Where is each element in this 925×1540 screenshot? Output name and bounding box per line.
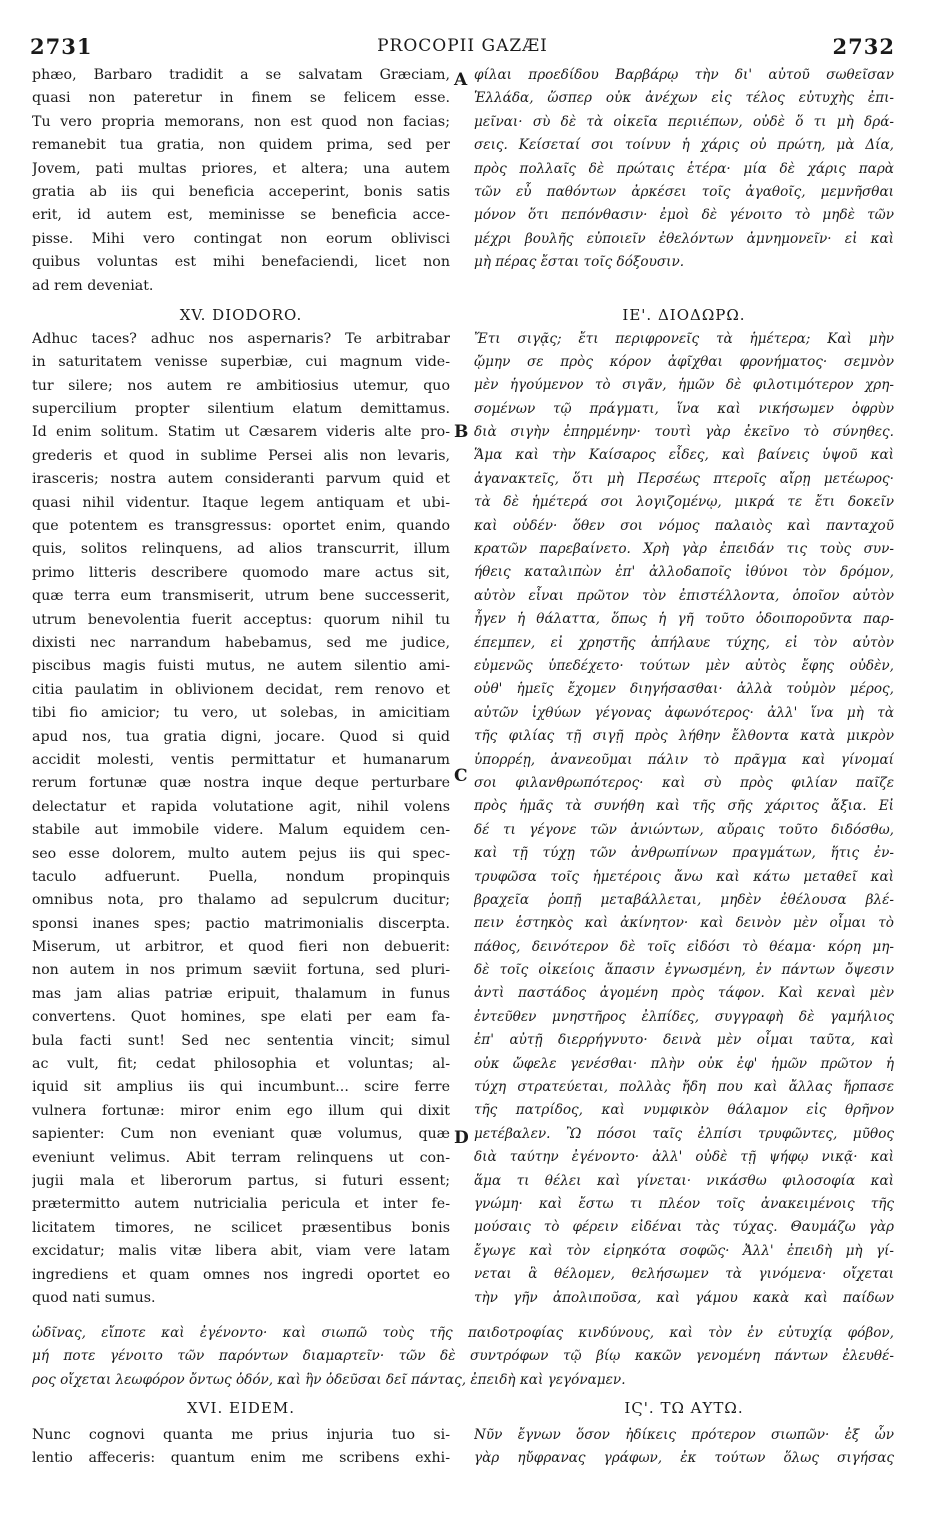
text-line: Nunc cognovi quanta me prius injuria tuo si- — [32, 1427, 450, 1443]
text-line: καὶ οὐδέν· ὅθεν σοι νόμος παλαιὸς καὶ πανταχοῦ — [474, 517, 894, 534]
text-line: Tu vero propria memorans, non est quod non facias; — [32, 113, 450, 130]
latin-heading-xvi: XVI. EIDEM. — [187, 1399, 295, 1417]
text-line: οὐθ' ἡμεῖς ἔχομεν διηγήσασθαι· ἀλλὰ τοὐμὸν μέρος, — [474, 681, 894, 698]
text-line: τὰ δὲ ἡμέτερά σοι λογιζομένῳ, μικρά τε ἔτι δοκεῖν — [474, 494, 894, 511]
text-line: τὴν γῆν ἀπολιποῦσα, καὶ γάμου κακὰ καὶ παίδων — [474, 1289, 894, 1306]
text-line: καὶ τῇ τύχῃ τῶν ἀνθρωπίνων πραγμάτων, ἥτις ἐν- — [474, 845, 894, 862]
text-line: erit, id autem est, meminisse se beneficia acce- — [32, 207, 450, 224]
text-line: πειν ἑστηκὸς καὶ ἀκίνητον· καὶ δεινὸν μὲν οἶμαι τὸ — [474, 915, 894, 932]
margin-marker-a: A — [454, 70, 468, 90]
text-line: ᾤμην σε πρὸς κόρον ἀφῖχθαι φρονήματος· σεμνὸν — [474, 353, 894, 370]
text-line: ac vult, fit; cedat philosophia et voluntas; al- — [32, 1056, 450, 1073]
text-line: citia paulatim in oblivionem decidat, rem renovo et — [32, 681, 450, 698]
text-line: ἀγανακτεῖς, ὅτι μὴ Περσέως πτεροῖς αἴρῃ μετέωρος· — [474, 470, 894, 487]
text-line: piscibus magis fuisti mutus, ne autem silentio ami- — [32, 658, 450, 675]
text-line: γνώμη· καὶ ἔστω τι πλέον τοῖς ἀνακειμένοις τῆς — [474, 1195, 894, 1212]
text-line: σοι φιλανθρωπότερος· καὶ σὺ πρὸς φιλίαν παῖζε — [474, 774, 894, 791]
text-line: τῆς φιλίας τῇ σιγῇ πρὸς λήθην ἔλθοντα κατὰ μικρὸν — [474, 728, 894, 745]
text-line: κρατῶν παρεβαίνετο. Χρὴ γὰρ ἐπειδάν τις τοὺς συν- — [474, 541, 894, 558]
text-line: Jovem, pati multas priores, et altera; una autem — [32, 160, 450, 177]
text-line: οὐκ ὤφελε γενέσθαι· πλὴν οὐκ ἐφ' ἡμῶν πρῶτον ἡ — [474, 1055, 894, 1072]
latin-letter-xv — [32, 328, 450, 1310]
text-line: Νῦν ἔγνων ὅσον ἠδίκεις πρότερον σιωπῶν· ἐξ ὧν — [474, 1427, 894, 1443]
text-line: quasi nihil videntur. Itaque legem antiquam et ubi- — [32, 494, 450, 511]
text-line: quis, solitos relinquens, ad alios transcurrit, illum — [32, 541, 450, 558]
text-line: tibi fio amicior; tu vero, ut solebas, in amicitiam — [32, 705, 450, 722]
text-line: δὲ τοῖς οἰκείοις ἅπασιν ἐγνωσμένη, ἐν πάντων ὄψεσιν — [474, 962, 894, 979]
text-line: ἦγεν ἡ θάλαττα, ὅπως ἡ γῆ τοῦτο ὁδοιποροῦντα παρ- — [474, 611, 894, 628]
text-line: supercilium propter silentium elatum demittamus. — [32, 401, 450, 418]
text-line: σομένων τῷ πράγματι, ἵνα καὶ νικήσωμεν ὀφρὺν — [474, 400, 894, 417]
text-line: lentio affeceris: quantum enim me scribens exhi- — [32, 1450, 450, 1467]
text-line: utrum benevolentia fuerit acceptus: quorum nihil tu — [32, 611, 450, 628]
text-line: βραχεῖα ῥοπῇ μεταβάλλεται, μηδὲν ἐθέλουσα βλέ- — [474, 891, 894, 908]
latin-heading-xv: XV. DIODORO. — [179, 305, 303, 324]
latin-letter-xvi — [32, 1424, 450, 1471]
text-line: τύχη στρατεύεται, πολλὰς ἤδη που καὶ ἄλλας ἥρπασε — [474, 1079, 894, 1096]
text-line: convertens. Quot homines, spe elati per eam fa- — [32, 1009, 450, 1026]
text-line: τρυφῶσα τοῖς ἡμετέροις ἄνω καὶ κάτω μεταθεῖ καὶ — [474, 868, 894, 885]
greek-heading-xvi: ΙϚ'. ΤΩ ΑΥΤΩ. — [624, 1399, 744, 1417]
text-line: ἐπ' αὐτῇ διερρήγνυτο· δεινὰ μὲν οἶμαι ταῦτα, καὶ — [474, 1032, 894, 1049]
margin-marker-c: C — [454, 766, 468, 786]
text-line: μεῖναι· σὺ δὲ τὰ οἰκεῖα περιιέπων, οὐδὲ ὅ τι μὴ δρά- — [474, 113, 894, 130]
greek-letter-end — [474, 64, 894, 275]
text-line: tur silere; nos autem re ambitiosius utemur, quo — [32, 377, 450, 394]
text-line: que potentem es transgressus: oportet enim, quando — [32, 518, 450, 535]
text-line: γὰρ ηὔφρανας γράφων, ἐκ τούτων ὅλως σιγήσας — [474, 1450, 894, 1467]
text-line: licitatem timores, ne scilicet præsentibus bonis — [32, 1219, 450, 1236]
text-line: quæ terra eum transmiserit, utrum bene successerit, — [32, 588, 450, 605]
text-line: apud nos, tua gratia digni, jocare. Quod si quid — [32, 728, 450, 745]
text-line: ὑπορρέῃ, ἀνανεοῦμαι πάλιν τὸ πρᾶγμα καὶ γίνομαί — [474, 751, 894, 768]
text-line: ἅμα τι θέλει καὶ γίνεται· νικάσθω φιλοσοφία καὶ — [474, 1172, 894, 1189]
text-line: μόνον ὅτι πεπόνθασιν· ἐμοὶ δὲ γένοιτο τὸ μηδὲ τῶν — [474, 207, 894, 224]
text-line: omnibus nota, pro thalamo ad sepulcrum ducitur; — [32, 892, 450, 909]
text-line: μετέβαλεν. Ὢ πόσοι ταῖς ἐλπίσι τρυφῶντες, μῦθος — [474, 1125, 894, 1142]
margin-marker-b: B — [454, 422, 469, 442]
text-line: in saturitatem venisse superbiæ, cui magnum vide- — [32, 354, 450, 371]
text-line: bula facti sunt! Sed nec sententia vincit; simul — [32, 1032, 450, 1049]
text-line: delectatur et rapida volutatione agit, nihil volens — [32, 798, 450, 815]
text-line: ρος οἴχεται λεωφόρον ὄντως ὁδόν, καὶ ἣν ὁδεῦσαι δεῖ πάντας, ἐπειδὴ καὶ γεγόναμεν. — [32, 1371, 626, 1388]
text-line: μὲν ἡγούμενον τὸ σιγᾶν, ἡμῶν δὲ φιλοτιμότερον χρη- — [474, 377, 894, 394]
margin-marker-d: D — [454, 1128, 469, 1148]
text-line: primo litteris describere quomodo mare actus sit, — [32, 564, 450, 581]
text-line: μή ποτε γένοιτο τῶν παρόντων διαμαρτεῖν· τῶν δὲ συντρόφων τῷ βίῳ κακῶν γενομένη πάντων ἐλευθέ- — [32, 1348, 894, 1365]
text-line: ἀντὶ παστάδος ἀγομένη πρὸς τάφον. Καὶ κεναὶ μὲν — [474, 985, 894, 1002]
text-line: excidatur; malis vitæ libera abit, viam vere latam — [32, 1243, 450, 1260]
page-number-left: 2731 — [30, 34, 93, 59]
text-line: Ἔτι σιγᾷς; ἔτι περιφρονεῖς τὰ ἡμέτερα; Καὶ μὴν — [474, 330, 894, 347]
text-line: πρὸς πολλαῖς δὲ πρώταις ἑτέρα· μία δὲ χάρις παρὰ — [474, 160, 894, 177]
text-line: Ἑλλάδα, ὥσπερ οὐκ ἀνέχων εἰς τέλος εὐτυχὴς ἐπι- — [474, 90, 894, 107]
text-line: έπεμπεν, εἰ χρηστῆς ἀπήλαυε τύχης, εἰ τὸν αὐτὸν — [474, 634, 894, 651]
text-line: τῶν εὖ παθόντων ἀρκέσει τοῖς ἀγαθοῖς, μεμνῆσθαι — [474, 183, 894, 200]
greek-heading-xv: ΙΕ'. ΔΙΟΔΩΡΩ. — [622, 305, 746, 324]
text-line: sapienter: Cum non eveniant quæ volumus, quæ — [32, 1126, 450, 1143]
text-line: gratia ab iis qui beneficia acceperint, bonis satis — [32, 183, 450, 200]
latin-letter-end — [32, 64, 450, 298]
text-line: stabile aut immobile videre. Malum equidem cen- — [32, 822, 450, 839]
text-line: διὰ ταύτην ἐγένοντο· ἀλλ' οὐδὲ τῇ ψήφῳ νικᾷ· καὶ — [474, 1149, 894, 1166]
text-line: irasceris; nostra autem consideranti parvum quid et — [32, 471, 450, 488]
text-line: quod nati sumus. — [32, 1289, 156, 1306]
text-line: seo esse dolorem, multo autem pejus iis qui spec- — [32, 845, 450, 862]
greek-letter-xvi — [474, 1424, 894, 1471]
text-line: mas jam alias patriæ eripuit, thalamum in funus — [32, 985, 450, 1002]
page-header — [30, 34, 895, 58]
text-line: sponsi inanes spes; pactio matrimonialis discerpta. — [32, 915, 450, 932]
text-line: taculo adfuerunt. Puella, nondum propinquis — [32, 868, 450, 885]
text-line: grederis et quod in sublime Persei alis non levaris, — [32, 447, 450, 464]
text-line: αὐτὸν εἶναι πρῶτον τὸν ἐπιστέλλοντα, ὁποῖον αὐτὸν — [474, 587, 894, 604]
text-line: νεται ἃ θέλομεν, θελήσωμεν τὰ γινόμενα· οἴχεται — [474, 1266, 894, 1283]
text-line: prætermitto autem nutricialia pericula et inter fe- — [32, 1196, 450, 1213]
text-line: iquid sit amplius iis qui incumbunt... scire ferre — [32, 1079, 450, 1096]
text-line: ad rem deveniat. — [32, 277, 154, 294]
text-line: accidit molesti, ventis permittatur et humanarum — [32, 751, 450, 768]
text-line: μὴ πέρας ἔσται τοῖς δόξουσιν. — [474, 254, 685, 271]
greek-column — [474, 64, 894, 1310]
text-line: δέ τι γέγονε τῶν ἀνιώντων, αὔραις τοῦτο διδόσθω, — [474, 821, 894, 838]
text-line: eveniunt velimus. Abit terram relinquens ut con- — [32, 1149, 450, 1166]
text-line: dixisti nec narrandum habebamus, sed me judice, — [32, 634, 450, 651]
text-line: pisse. Mihi vero contingat non eorum oblivisci — [32, 230, 450, 247]
text-line: πρὸς ἡμᾶς τὰ συνήθη καὶ τῆς σῆς χάριτος ἄξια. Εἰ — [474, 798, 894, 815]
text-line: non autem in nos primum sæviit fortuna, sed pluri- — [32, 962, 450, 979]
latin-column — [32, 64, 450, 1310]
text-line: φίλαι προεδίδου Βαρβάρῳ τὴν δι' αὐτοῦ σωθεῖσαν — [474, 67, 894, 83]
greek-letter-xv — [474, 328, 894, 1310]
text-line: ὠδῖνας, εἴποτε καὶ ἐγένοντο· καὶ σιωπῶ τοὺς τῆς παιδοτροφίας κινδύνους, καὶ τὸν ἐν εὐτυχίᾳ φόβον, — [32, 1325, 894, 1341]
text-line: quibus voluntas est mihi benefaciendi, licet non — [32, 254, 450, 271]
text-line: remanebit tua gratia, non quidem prima, sed per — [32, 137, 450, 154]
page-number-right: 2732 — [832, 34, 895, 59]
text-line: Id enim solitum. Statim ut Cæsarem videris alte pro- — [32, 424, 450, 441]
text-line: σεις. Κείσεταί σοι τοίνυν ἡ χάρις οὐ πρώτη, μὰ Δία, — [474, 137, 894, 154]
greek-full-width-paragraph — [32, 1322, 894, 1392]
text-line: vulnera fortunæ: miror enim ego illum qui dixit — [32, 1102, 450, 1119]
text-line: phæo, Barbaro tradidit a se salvatam Græciam, — [32, 67, 450, 83]
text-line: Ἅμα καὶ τὴν Καίσαρος εἶδες, καὶ βαίνεις ὑψοῦ καὶ — [474, 447, 894, 464]
running-title: PROCOPII GAZÆI — [377, 36, 548, 56]
text-line: τῆς πατρίδος, καὶ νυμφικὸν θάλαμον εἰς θρῆνον — [474, 1102, 894, 1119]
text-line: jugii mala et liberorum partus, si futuri essent; — [32, 1172, 450, 1189]
text-line: ἔγωγε καὶ τὸν εἰρηκότα σοφῶς· Ἀλλ' ἐπειδὴ μὴ γί- — [474, 1242, 894, 1259]
text-line: μέχρι βουλῆς εὐποιεῖν ἐθελόντων ἀμνημονεῖν· εἰ καὶ — [474, 230, 894, 247]
text-line: Adhuc taces? adhuc nos aspernaris? Te arbitrabar — [32, 330, 450, 347]
text-line: ἐντεῦθεν μνηστῆρος ἐλπίδες, συγγραφὴ δὲ γαμήλιος — [474, 1008, 894, 1025]
text-line: Miserum, ut arbitror, et quod fieri non debuerit: — [32, 939, 450, 956]
text-line: ήθεις καταλιπὼν ἐπ' ἀλλοδαποῖς ἰθύνοι τὸν δρόμον, — [474, 564, 894, 581]
text-line: quasi non pateretur in finem se felicem esse. — [32, 90, 450, 107]
text-line: rerum fortunæ quæ nostra inque deque perturbare — [32, 775, 450, 792]
text-line: ingrediens et quam omnes nos ingredi oportet eo — [32, 1266, 450, 1283]
text-line: αὐτῶν ἰχθύων γέγονας ἀφωνότερος· ἀλλ' ἵνα μὴ τὰ — [474, 704, 894, 721]
text-line: διὰ σιγὴν ἐπηρμένην· τουτὶ γὰρ ἐκεῖνο τὸ σύνηθες. — [474, 424, 894, 441]
text-line: πάθος, δεινότερον δὲ τοῖς εἰδόσι τὸ θέαμα· κόρη μη- — [474, 938, 894, 955]
text-line: εὐμενῶς ὑπεδέχετο· τούτων μὲν αὐτὸς ἔφης οὐδὲν, — [474, 657, 894, 674]
text-line: μούσαις τὸ φέρειν εἰδέναι τὰς τύχας. Θαυμάζω γὰρ — [474, 1219, 894, 1236]
